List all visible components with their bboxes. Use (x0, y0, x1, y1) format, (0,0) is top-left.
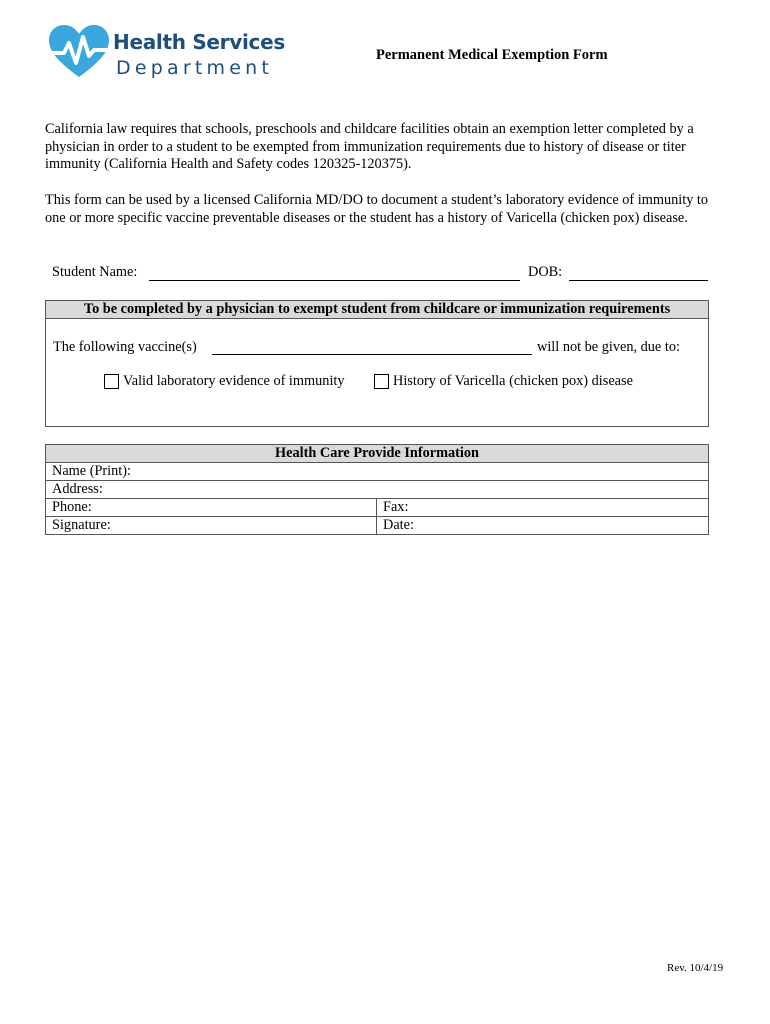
health-services-logo (47, 21, 285, 83)
option-lab-evidence-label: Valid laboratory evidence of immunity (123, 373, 345, 389)
form-title: Permanent Medical Exemption Form (376, 47, 608, 63)
dob-row (528, 264, 562, 281)
provider-fax-field[interactable] (377, 499, 709, 517)
revision-date: Rev. 10/4/19 (667, 962, 724, 974)
checkbox-lab-evidence[interactable] (104, 374, 119, 389)
provider-phone-field[interactable] (46, 499, 377, 517)
heart-pulse-icon (47, 23, 111, 81)
provider-date-field[interactable] (377, 517, 709, 535)
provider-signature-field[interactable] (46, 517, 377, 535)
vaccine-suffix-label: will not be given, due to: (537, 339, 680, 355)
option-varicella-history-label: History of Varicella (chicken pox) disease (393, 373, 633, 389)
provider-name-label: Name (Print): (52, 463, 132, 479)
physician-section-header: To be completed by a physician to exempt student from childcare or immunization requirements (46, 301, 708, 319)
student-row (52, 264, 137, 281)
provider-name-field[interactable] (46, 463, 709, 481)
provider-address-field[interactable] (46, 481, 709, 499)
dob-label: DOB: (528, 264, 563, 280)
vaccine-prefix-label: The following vaccine(s) (53, 339, 197, 355)
checkbox-varicella-history[interactable] (374, 374, 389, 389)
intro-paragraph-law: California law requires that schools, preschools and childcare facilities obtain an exemption letter completed by a physician in order to a student to be exempted from immunization requirements due to history of disease or titer immunity (California Health and Safety codes 120325-120375). (45, 121, 694, 172)
provider-phone-label: Phone: (52, 499, 92, 515)
dob-field[interactable] (569, 280, 708, 281)
student-name-label: Student Name: (52, 264, 138, 280)
provider-signature-label: Signature: (52, 517, 111, 533)
provider-fax-label: Fax: (383, 499, 409, 515)
provider-address-label: Address: (52, 481, 103, 497)
physician-section (45, 300, 709, 427)
logo-text-health-services: Health Services (113, 30, 285, 54)
vaccine-field[interactable] (212, 354, 532, 355)
logo-text-department: Department (116, 57, 273, 79)
provider-info-table (45, 444, 709, 535)
student-name-field[interactable] (149, 280, 520, 281)
option-varicella-history[interactable] (374, 373, 633, 390)
provider-section-header: Health Care Provide Information (46, 445, 709, 463)
intro-paragraph-usage: This form can be used by a licensed California MD/DO to document a student’s laboratory evidence of immunity to one or more specific vaccine preventable diseases or the student has a history of Varicella (chicken pox) disease. (45, 192, 709, 226)
provider-date-label: Date: (383, 517, 414, 533)
option-lab-evidence[interactable] (104, 373, 345, 390)
